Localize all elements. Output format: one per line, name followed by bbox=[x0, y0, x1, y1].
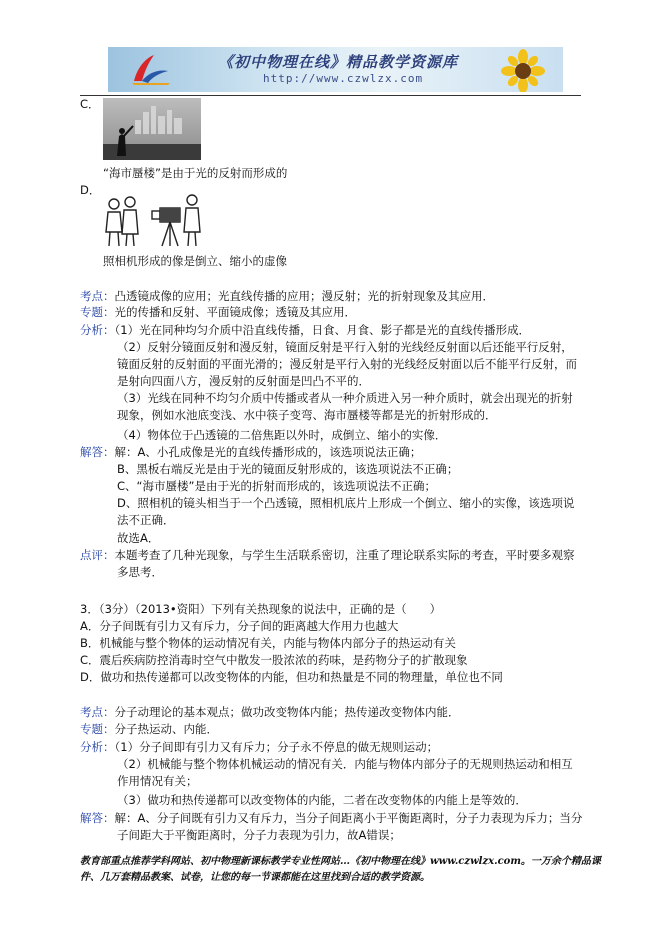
q3-option-d: D．做功和热传递都可以改变物体的内能，但功和热量是不同的物理量，单位也不同 bbox=[80, 670, 503, 684]
q2-zhuanti bbox=[80, 304, 356, 320]
zhuanti-label: 专题： bbox=[80, 305, 115, 319]
dianping-label: 点评： bbox=[80, 548, 115, 562]
banner-url[interactable]: http://www.czwlzx.com bbox=[263, 72, 424, 85]
jieda-line: 法不正确． bbox=[117, 513, 175, 527]
kaodian-label: 考点： bbox=[80, 289, 115, 303]
option-c-caption: “海市蜃楼”是由于光的反射而形成的 bbox=[103, 166, 288, 180]
footer-line: 件、几万套精品教案、试卷，让您的每一节课都能在这里找到合适的教学资源。 bbox=[80, 872, 430, 883]
option-d-letter: D． bbox=[80, 183, 101, 197]
jieda-line: C、“海市蜃楼”是由于光的折射而形成的，该选项说法不正确； bbox=[117, 479, 436, 493]
banner-title: 《初中物理在线》精品教学资源库 bbox=[218, 53, 459, 71]
fenxi-line: 现象，例如水池底变浅、水中筷子变弯、海市蜃楼等都是光的折射形成的． bbox=[117, 408, 497, 422]
jieda-label: 解答： bbox=[80, 811, 115, 825]
q3-fenxi bbox=[80, 739, 438, 755]
jieda-label: 解答： bbox=[80, 445, 115, 459]
jieda-line: B、黑板右端反光是由于光的镜面反射形成的，该选项说法不正确； bbox=[117, 462, 459, 476]
fenxi-line: （2）反射分镜面反射和漫反射，镜面反射是平行入射的光线经反射面以后还能平行反射， bbox=[117, 340, 573, 354]
option-c-letter: C． bbox=[80, 97, 100, 111]
q3-jieda bbox=[80, 810, 582, 826]
q3-option-a: A．分子间既有引力又有斥力，分子间的距离越大作用力也越大 bbox=[80, 619, 399, 633]
q3-zhuanti bbox=[80, 721, 218, 737]
zhuanti-label: 专题： bbox=[80, 722, 115, 736]
q2-fenxi bbox=[80, 322, 530, 338]
zhuanti-text: 分子热运动、内能． bbox=[114, 722, 218, 736]
q2-jieda bbox=[80, 444, 421, 460]
zhuanti-text: 光的传播和反射、平面镜成像；透镜及其应用． bbox=[114, 305, 356, 319]
fenxi-line: （2）机械能与整个物体机械运动的情况有关．内能与物体内部分子的无规则热运动和相互 bbox=[117, 757, 573, 771]
sunflower-icon bbox=[501, 49, 545, 92]
fenxi-label: 分析： bbox=[80, 323, 115, 337]
jieda-line: D、照相机的镜头相当于一个凸透镜，照相机底片上形成一个倒立、缩小的实像，该选项说 bbox=[117, 496, 575, 510]
fenxi-line: （3）做功和热传递都可以改变物体的内能，二者在改变物体的内能上是等效的． bbox=[117, 793, 527, 807]
jieda-line: 解：A、小孔成像是光的直线传播形成的，该选项说法正确； bbox=[114, 445, 422, 459]
q3-kaodian bbox=[80, 704, 460, 720]
q3-stem: 3．（3分）（2013•资阳）下列有关热现象的说法中，正确的是（ ） bbox=[80, 602, 442, 616]
fenxi-line: （1）光在同种均匀介质中沿直线传播，日食、月食、影子都是光的直线传播形成． bbox=[114, 323, 531, 337]
kaodian-text: 分子动理论的基本观点；做功改变物体内能；热传递改变物体内能． bbox=[114, 705, 460, 719]
fenxi-line: 镜面反射的反射面的平面光滑的；漫反射是平行入射的光线经反射面以后不能平行反射，而 bbox=[117, 357, 577, 371]
q2-dianping bbox=[80, 547, 575, 563]
jieda-line: 故选A． bbox=[117, 531, 160, 545]
q3-option-c: C．震后疾病防控消毒时空气中散发一股浓浓的药味，是药物分子的扩散现象 bbox=[80, 653, 468, 667]
fenxi-line: （4）物体位于凸透镜的二倍焦距以外时，成倒立、缩小的实像． bbox=[117, 428, 447, 442]
option-d-caption: 照相机形成的像是倒立、缩小的虚像 bbox=[103, 254, 287, 268]
page-footer bbox=[80, 854, 600, 886]
fenxi-line: （3）光线在同种不均匀介质中传播或者从一种介质进入另一种介质时，就会出现光的折射 bbox=[117, 391, 573, 405]
dianping-line: 本题考查了几种光现象，与学生生活联系密切，注重了理论联系实际的考查，平时要多观察 bbox=[114, 548, 575, 562]
site-logo bbox=[128, 51, 172, 87]
fenxi-label: 分析： bbox=[80, 740, 115, 754]
fenxi-line: 作用情况有关； bbox=[117, 774, 198, 788]
fenxi-line: （1）分子间即有引力又有斥力；分子永不停息的做无规则运动； bbox=[114, 740, 439, 754]
footer-line: 教育部重点推荐学科网站、初中物理新课标教学专业性网站…《初中物理在线》www.czwlzx.com。一万余个精品课 bbox=[80, 856, 601, 867]
kaodian-text: 凸透镜成像的应用；光直线传播的应用；漫反射；光的折射现象及其应用． bbox=[114, 289, 494, 303]
q2-kaodian bbox=[80, 288, 494, 304]
jieda-line: 子间距大于平衡距离时，分子力表现为引力，故A错误； bbox=[117, 828, 401, 842]
header-rule bbox=[80, 95, 581, 96]
jieda-line: 解：A、分子间既有引力又有斥力，当分子间距离小于平衡距离时，分子力表现为斥力；当分 bbox=[114, 811, 583, 825]
q3-option-b: B．机械能与整个物体的运动情况有关，内能与物体内部分子的热运动有关 bbox=[80, 636, 456, 650]
camera-image bbox=[100, 190, 210, 250]
dianping-line: 多思考． bbox=[117, 565, 163, 579]
header-banner bbox=[108, 47, 563, 92]
fenxi-line: 是射向四面八方，漫反射的反射面是凹凸不平的． bbox=[117, 374, 370, 388]
mirage-image bbox=[103, 98, 201, 160]
kaodian-label: 考点： bbox=[80, 705, 115, 719]
